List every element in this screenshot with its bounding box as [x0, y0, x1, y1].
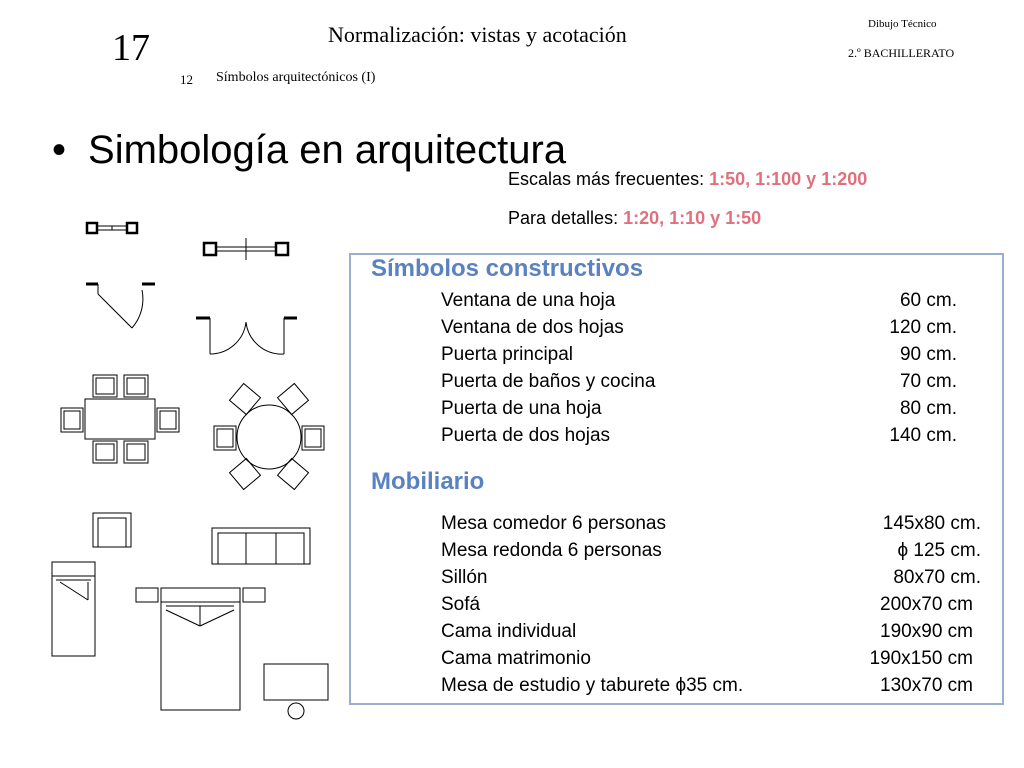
dining-table-symbol	[61, 375, 179, 463]
subject-label: Dibujo Técnico	[868, 18, 937, 30]
sofa-symbol	[212, 528, 310, 564]
item-label: Mesa comedor 6 personas	[441, 513, 666, 534]
item-label: Cama individual	[441, 621, 577, 642]
item-value: ϕ 125 cm.	[897, 540, 981, 561]
double-door-symbol	[196, 318, 297, 354]
item-value: 90 cm.	[899, 344, 957, 365]
chapter-number: 17	[112, 27, 150, 69]
furniture-row	[441, 537, 981, 564]
item-label: Puerta principal	[441, 344, 574, 365]
furniture-row	[441, 672, 981, 699]
detail-scales-values: 1:20, 1:10 y 1:50	[623, 208, 762, 228]
constructive-row	[441, 395, 957, 422]
armchair-symbol	[93, 513, 131, 547]
furniture-row	[441, 510, 981, 537]
detail-scales	[508, 208, 761, 229]
constructive-symbols-heading: Símbolos constructivos	[371, 255, 644, 282]
heading-text: Simbología en arquitectura	[88, 128, 567, 172]
item-label: Cama matrimonio	[441, 648, 591, 669]
item-label: Puerta de dos hojas	[441, 425, 611, 446]
item-value: 140 cm.	[889, 425, 957, 446]
item-value: 70 cm.	[899, 371, 957, 392]
frequent-scales-label: Escalas más frecuentes:	[508, 169, 705, 189]
symbols-table	[349, 253, 1004, 705]
item-value: 145x80 cm.	[882, 513, 981, 534]
item-value: 130x70 cm	[880, 675, 973, 696]
item-label: Puerta de una hoja	[441, 398, 602, 419]
section-number: 12	[180, 72, 193, 87]
item-value: 80 cm.	[899, 398, 957, 419]
constructive-row	[441, 341, 957, 368]
course-label: 2.º BACHILLERATO	[848, 46, 955, 60]
constructive-row	[441, 422, 957, 449]
item-label: Mesa de estudio y taburete ϕ35 cm.	[441, 675, 744, 696]
furniture-row	[441, 591, 981, 618]
furniture-row	[441, 645, 981, 672]
item-label: Ventana de dos hojas	[441, 317, 624, 338]
constructive-row	[441, 314, 957, 341]
item-label: Puerta de baños y cocina	[441, 371, 656, 392]
furniture-row	[441, 564, 981, 591]
study-desk-symbol	[264, 664, 328, 719]
item-value: 80x70 cm.	[893, 567, 981, 588]
item-value: 120 cm.	[889, 317, 957, 338]
section-title: Símbolos arquitectónicos (I)	[216, 70, 376, 85]
page-title: Normalización: vistas y acotación	[328, 22, 627, 47]
furniture-heading: Mobiliario	[371, 468, 485, 495]
furniture-row	[441, 618, 981, 645]
constructive-row	[441, 368, 957, 395]
item-label: Ventana de una hoja	[441, 290, 616, 311]
item-value: 190x90 cm	[880, 621, 973, 642]
item-label: Mesa redonda 6 personas	[441, 540, 662, 561]
main-heading	[52, 128, 566, 173]
frequent-scales	[508, 169, 867, 190]
bullet-point: •	[52, 128, 67, 172]
item-value: 60 cm.	[899, 290, 957, 311]
single-door-symbol	[86, 284, 155, 328]
detail-scales-label: Para detalles:	[508, 208, 619, 228]
item-label: Sofá	[441, 594, 481, 615]
constructive-row	[441, 287, 957, 314]
architectural-symbols-drawing	[38, 200, 348, 730]
item-label: Sillón	[441, 567, 488, 588]
frequent-scales-values: 1:50, 1:100 y 1:200	[709, 169, 868, 189]
single-bed-symbol	[52, 562, 95, 656]
item-value: 190x150 cm	[869, 648, 973, 669]
single-window-symbol	[87, 223, 137, 233]
double-window-symbol	[204, 238, 288, 260]
item-value: 200x70 cm	[880, 594, 973, 615]
double-bed-symbol	[136, 588, 265, 710]
round-table-symbol	[214, 384, 324, 490]
